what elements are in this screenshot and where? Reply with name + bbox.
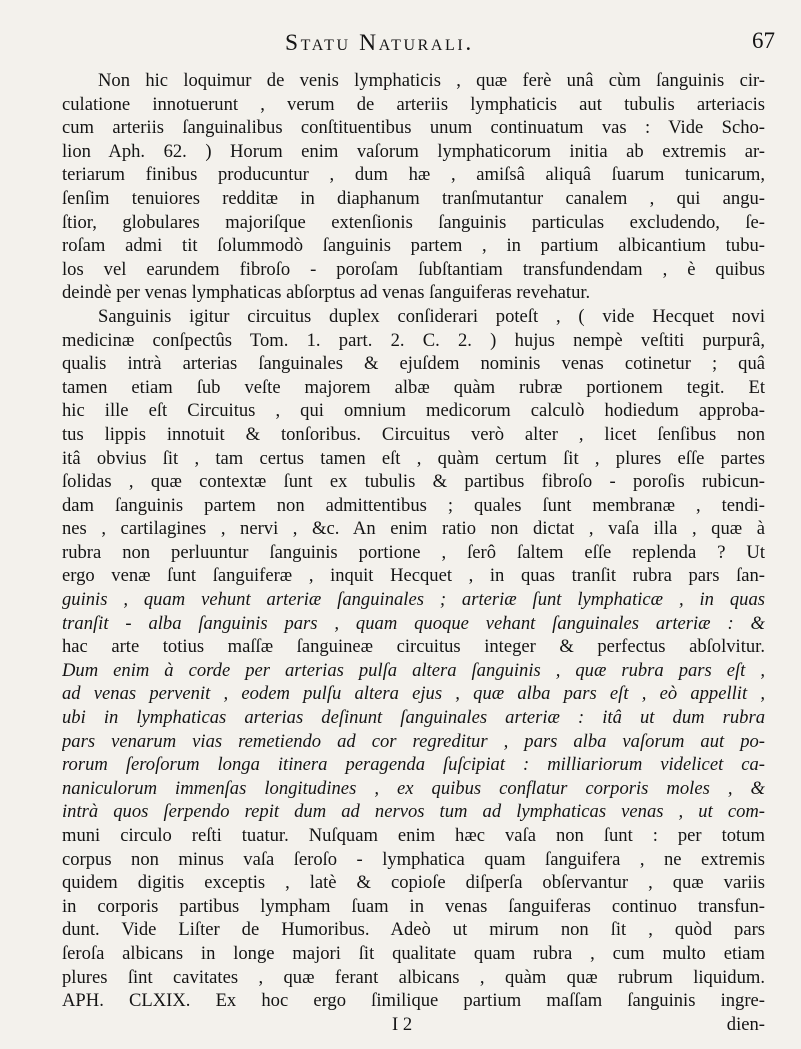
text-line: hac arte totius maſſæ ſanguineæ circuitus integer & perfectus abſolvitur. [62, 636, 765, 658]
text-line: nes , cartilagines , nervi , &c. An enim ratio non dictat , vaſa illa , quæ à [62, 518, 765, 540]
text-line: dunt. Vide Liſter de Humoribus. Adeò ut mirum non ſit , quòd pars [62, 919, 765, 941]
text-line: in corporis partibus lympham ſuam in venas ſanguiferas continuo transfun- [62, 895, 765, 917]
page-header [0, 24, 801, 64]
text-line: guinis , quam vehunt arteriæ ſanguinales ; arteriæ ſunt lymphaticæ , in quas [62, 589, 765, 611]
text-line: Dum enim à corde per arterias pulſa altera ſanguinis , quæ rubra pars eſt , [62, 659, 765, 681]
text-line: rubra non perluuntur ſanguinis portione , ſerô ſaltem eſſe replenda ? Ut [62, 541, 765, 563]
signature-line [62, 1013, 765, 1037]
text-line: cum arteriis ſanguinalibus conſtituentibus unum continuatum vas : Vide Scho- [62, 117, 765, 139]
text-line: dam ſanguinis partem non admittentibus ; quales ſunt membranæ , tendi- [62, 494, 765, 516]
text-line: ad venas pervenit , eodem pulſu altera ejus , quæ alba pars eſt , eò appellit , [62, 683, 765, 705]
body-text [62, 69, 765, 1036]
running-head: Statu Naturali. [285, 30, 474, 56]
text-line: ubi in lymphaticas arterias deſinunt ſanguinales arteriæ : itâ ut dum rubra [62, 707, 765, 729]
text-line: ſolidas , quæ contextæ ſunt ex tubulis & partibus fibroſo - poroſis rubicun- [62, 471, 765, 493]
text-line: APH. CLXIX. Ex hoc ergo ſimilique partium maſſam ſanguinis ingre- [62, 990, 765, 1012]
text-line: hic ille eſt Circuitus , qui omnium medicorum calculò hodiedum approba- [62, 400, 765, 422]
text-line: ſtior, globulares majoriſque extenſionis ſanguinis particulas excludendo, ſe- [62, 211, 765, 233]
text-line: tus lippis innotuit & tonſoribus. Circuitus verò alter , licet ſenſibus non [62, 423, 765, 445]
text-line: quidem digitis exceptis , latè & copioſe diſperſa obſervantur , quæ variis [62, 872, 765, 894]
text-line: itâ obvius ſit , tam certus tamen eſt , quàm certum ſit , plures eſſe partes [62, 447, 765, 469]
page-number: 67 [752, 28, 775, 53]
catchword: dien- [726, 1013, 765, 1035]
text-line: corpus non minus vaſa ſeroſo - lymphatica quam ſanguifera , ne extremis [62, 848, 765, 870]
text-line: plures ſint cavitates , quæ ferant albicans , quàm quæ rubrum liquidum. [62, 966, 765, 988]
text-line: culatione innotuerunt , verum de arteriis lymphaticis aut tubulis arteriacis [62, 93, 765, 115]
text-line: medicinæ conſpectûs Tom. 1. part. 2. C. 2. ) hujus nempè veſtiti purpurâ, [62, 329, 765, 351]
text-line: roſam admi tit ſolummodò ſanguinis partem , in partium albicantium tubu- [62, 235, 765, 257]
text-line: lion Aph. 62. ) Horum enim vaſorum lymphaticorum initia ab extremis ar- [62, 140, 765, 162]
text-line: tranſit - alba ſanguinis pars , quam quoque vehant ſanguinales arteriæ : & [62, 612, 765, 634]
text-line: pars venarum vias remetiendo ad cor regreditur , pars alba vaſorum aut po- [62, 730, 765, 752]
text-line: ſeroſa albicans in longe majori ſit qualitate quam rubra , cum multo etiam [62, 942, 765, 964]
text-line: rorum ſeroſorum longa itinera peragenda ſuſcipiat : milliariorum videlicet ca- [62, 754, 765, 776]
text-line: intrà quos ſerpendo repit dum ad nervos tum ad lymphaticas venas , ut com- [62, 801, 765, 823]
text-line: los vel earundem fibroſo - poroſam ſubſtantiam transfundendam , è quibus [62, 258, 765, 280]
text-line: Non hic loquimur de venis lymphaticis , quæ ferè unâ cùm ſanguinis cir- [98, 70, 765, 91]
text-line: Sanguinis igitur circuitus duplex conſiderari poteſt , ( vide Hecquet novi [98, 305, 765, 327]
text-line: teriarum finibus producuntur , dum hæ , amiſsâ aliquâ ſuarum tunicarum, [62, 164, 765, 186]
signature-mark: I 2 [392, 1013, 413, 1035]
text-line: muni circulo reſti tuatur. Nuſquam enim hæc vaſa non ſunt : per totum [62, 825, 765, 846]
text-line: deindè per venas lymphaticas abſorptus ad venas ſanguiferas revehatur. [62, 282, 591, 304]
text-line: tamen etiam ſub veſte majorem albæ quàm rubræ portionem tegit. Et [62, 376, 765, 398]
text-line: ſenſim tenuiores redditæ in diaphanum tranſmutantur canalem , qui angu- [62, 187, 765, 209]
text-line: ergo venæ ſunt ſanguiferæ , inquit Hecquet , in quas tranſit rubra pars ſan- [62, 565, 765, 587]
text-line: naniculorum immenſas longitudines , ex quibus conflatur corporis moles , & [62, 777, 765, 799]
text-line: qualis intrà arterias ſanguinales & ejuſdem nominis venas cotinetur ; quâ [62, 353, 765, 375]
